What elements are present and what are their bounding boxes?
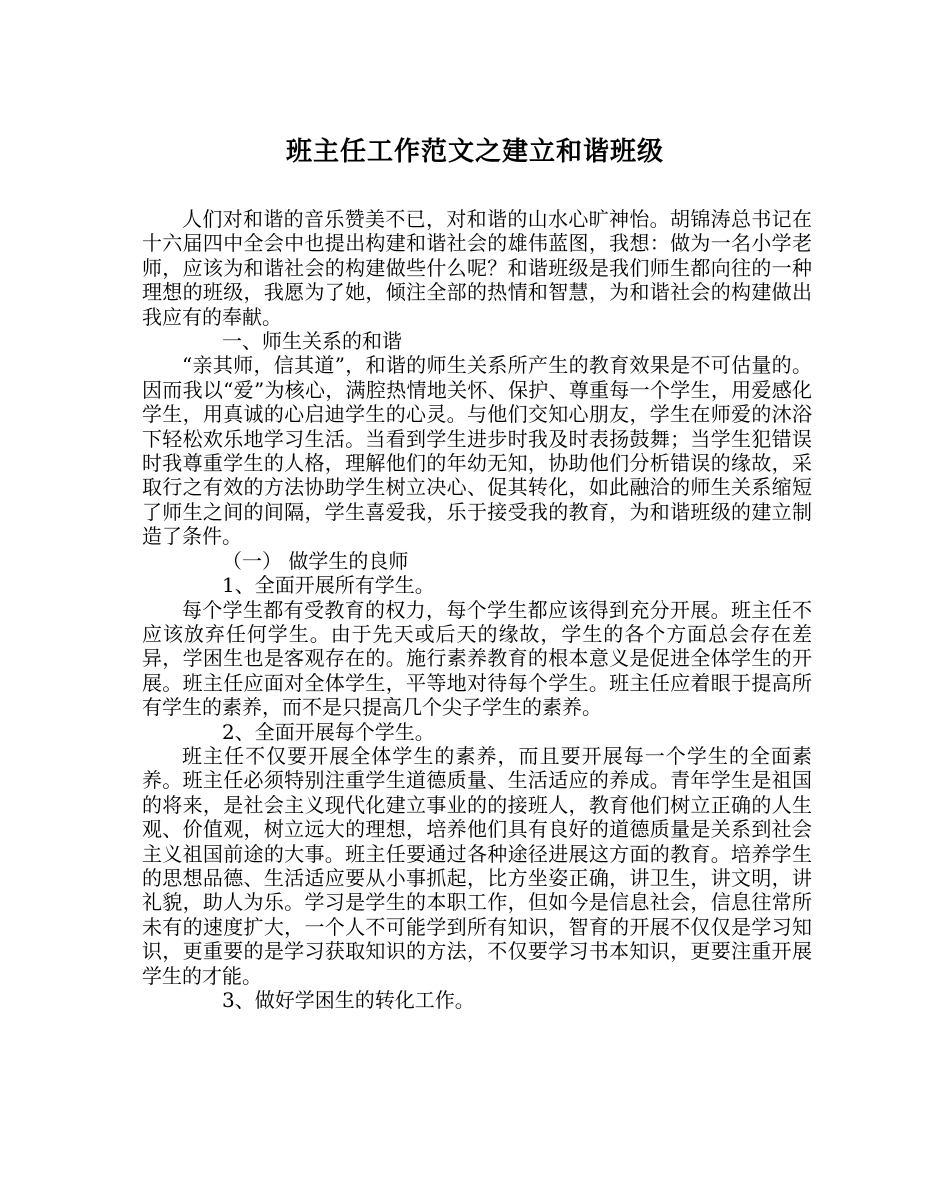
item-heading-1: 1、全面开展所有学生。 — [222, 573, 435, 598]
body-paragraph: 班主任不仅要开展全体学生的素养，而且要开展每一个学生的全面素养。班主任必须特别注重学生道德质量、生活适应的养成。青年学生是祖国的将来，是社会主义现代化建立事业的的接班人，教育他们树立正确的人生观、价值观，树立远大的理想，培养他们具有良好的道德质量是关系到社会主义祖国前途的大事。班主任要通过各种途径进展这方面的教育。培养学生的思想品德、生活适应要从小事抓起，比方坐姿正确，讲卫生，讲文明，讲礼貌，助人为乐。学习是学生的本职工作，但如今是信息社会，信息往常所未有的速度扩大，一个人不可能学到所有知识，智育的开展不仅仅是学习知识，更重要的是学习获取知识的方法，不仅要学习书本知识，更要注重开展学生的才能。 — [142, 743, 812, 988]
body-paragraph: 每个学生都有受教育的权力，每个学生都应该得到充分开展。班主任不应该放弃任何学生。由于先天或后天的缘故，学生的各个方面总会存在差异，学困生也是客观存在的。施行素养教育的根本意义是促进全体学生的开展。班主任应面对全体学生，平等地对待每个学生。班主任应着眼于提高所有学生的素养，而不是只提高几个尖子学生的素养。 — [142, 597, 812, 720]
item-heading-3: 3、做好学困生的转化工作。 — [222, 988, 475, 1012]
body-paragraph: “亲其师，信其道”，和谐的师生关系所产生的教育效果是不可估量的。因而我以“爱”为核心，满腔热情地关怀、保护、尊重每一个学生，用爱感化学生，用真诚的心启迪学生的心灵。与他们交知心朋友，学生在师爱的沐浴下轻松欢乐地学习生活。当看到学生进步时我及时表扬鼓舞；当学生犯错误时我尊重学生的人格，理解他们的年幼无知，协助他们分析错误的缘故，采取行之有效的方法协助学生树立决心、促其转化，如此融洽的师生关系缩短了师生之间的间隔，学生喜爱我，乐于接受我的教育，为和谐班级的建立制造了条件。 — [142, 353, 812, 549]
item-heading-2: 2、全面开展每个学生。 — [222, 719, 435, 744]
document-title: 班主任工作范文之建立和谐班级 — [285, 137, 664, 167]
intro-paragraph: 人们对和谐的音乐赞美不已，对和谐的山水心旷神怡。胡锦涛总书记在十六届四中全会中也提出构建和谐社会的雄伟蓝图，我想：做为一名小学老师，应该为和谐社会的构建做些什么呢？和谐班级是我们师生都向往的一种理想的班级，我愿为了她，倾注全部的热情和智慧，为和谐社会的构建做出我应有的奉献。 — [142, 207, 812, 329]
subsection-heading: （一） 做学生的良师 — [222, 548, 409, 573]
section-heading-1: 一、师生关系的和谐 — [222, 329, 402, 354]
document-body — [142, 207, 812, 1012]
